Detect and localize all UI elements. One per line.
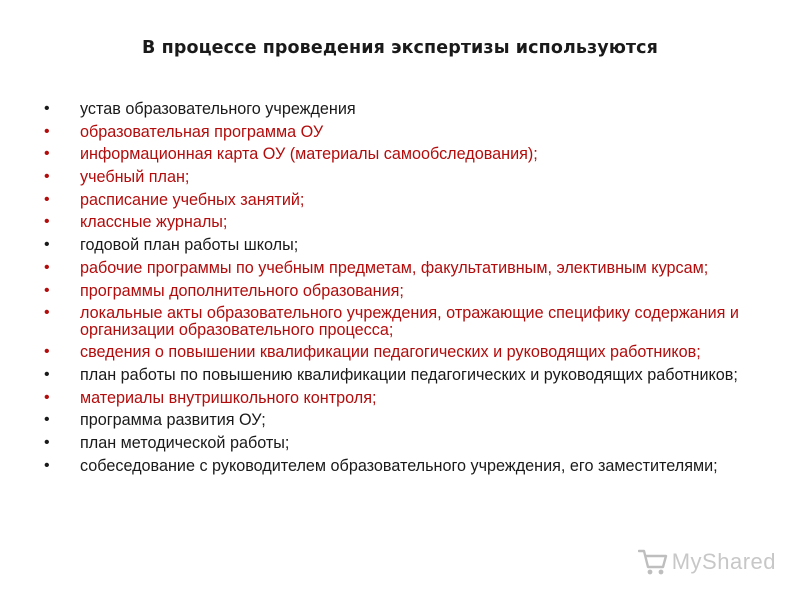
bullet-marker: • — [44, 168, 50, 186]
list-item — [44, 169, 764, 186]
list-item — [44, 260, 764, 277]
list-item-text: сведения о повышении квалификации педагогических и руководящих работников; — [80, 343, 701, 362]
list-item — [44, 124, 764, 141]
bullet-marker: • — [44, 100, 50, 117]
list-item-text: материалы внутришкольного контроля; — [80, 388, 377, 407]
bullet-marker: • — [44, 304, 50, 322]
list-item-text: собеседование с руководителем образовательного учреждения, его заместителями; — [80, 456, 718, 475]
bullet-marker: • — [44, 258, 50, 276]
list-item-text: образовательная программа ОУ — [80, 122, 324, 141]
list-item — [44, 435, 764, 452]
list-item — [44, 344, 764, 361]
bullet-marker: • — [44, 122, 50, 140]
bullet-marker: • — [44, 388, 50, 406]
bullet-marker: • — [44, 145, 50, 163]
list-item-text: годовой план работы школы; — [80, 236, 299, 255]
list-item — [44, 237, 764, 254]
bullet-marker: • — [44, 366, 50, 384]
list-item-text: план работы по повышению квалификации педагогических и руководящих работников; — [80, 366, 738, 385]
list-item-text: локальные акты образовательного учреждения, отражающие специфику содержания и организации образовательного процесса; — [80, 304, 739, 339]
list-item-text: план методической работы; — [80, 434, 290, 453]
list-item — [44, 146, 764, 163]
bullet-marker: • — [44, 456, 50, 474]
bullet-marker: • — [44, 434, 50, 452]
bullet-marker: • — [44, 190, 50, 208]
list-item-text: информационная карта ОУ (материалы самообследования); — [80, 145, 538, 164]
bullet-marker: • — [44, 236, 50, 254]
list-item — [44, 367, 764, 384]
list-item — [44, 192, 764, 209]
list-item — [44, 412, 764, 429]
bullet-marker: • — [44, 281, 50, 299]
list-item — [44, 214, 764, 231]
list-item-text: классные журналы; — [80, 213, 228, 232]
list-item — [44, 458, 764, 475]
bullet-marker: • — [44, 213, 50, 231]
list-item — [44, 305, 764, 338]
cart-icon — [638, 548, 668, 576]
bullet-marker: • — [44, 343, 50, 361]
slide-title: В процессе проведения экспертизы используются — [142, 38, 658, 58]
list-item-text: устав образовательного учреждения — [80, 100, 356, 118]
list-item — [44, 101, 764, 118]
list-item-text: учебный план; — [80, 168, 190, 187]
list-item-text: программа развития ОУ; — [80, 411, 266, 430]
list-item-text: программы дополнительного образования; — [80, 281, 404, 300]
watermark-text: MyShared — [671, 549, 776, 574]
list-item — [44, 390, 764, 407]
watermark — [638, 548, 776, 576]
bullet-list — [44, 101, 764, 481]
list-item — [44, 283, 764, 300]
list-item-text: расписание учебных занятий; — [80, 190, 305, 209]
list-item-text: рабочие программы по учебным предметам, факультативным, элективным курсам; — [80, 258, 709, 277]
bullet-marker: • — [44, 411, 50, 429]
